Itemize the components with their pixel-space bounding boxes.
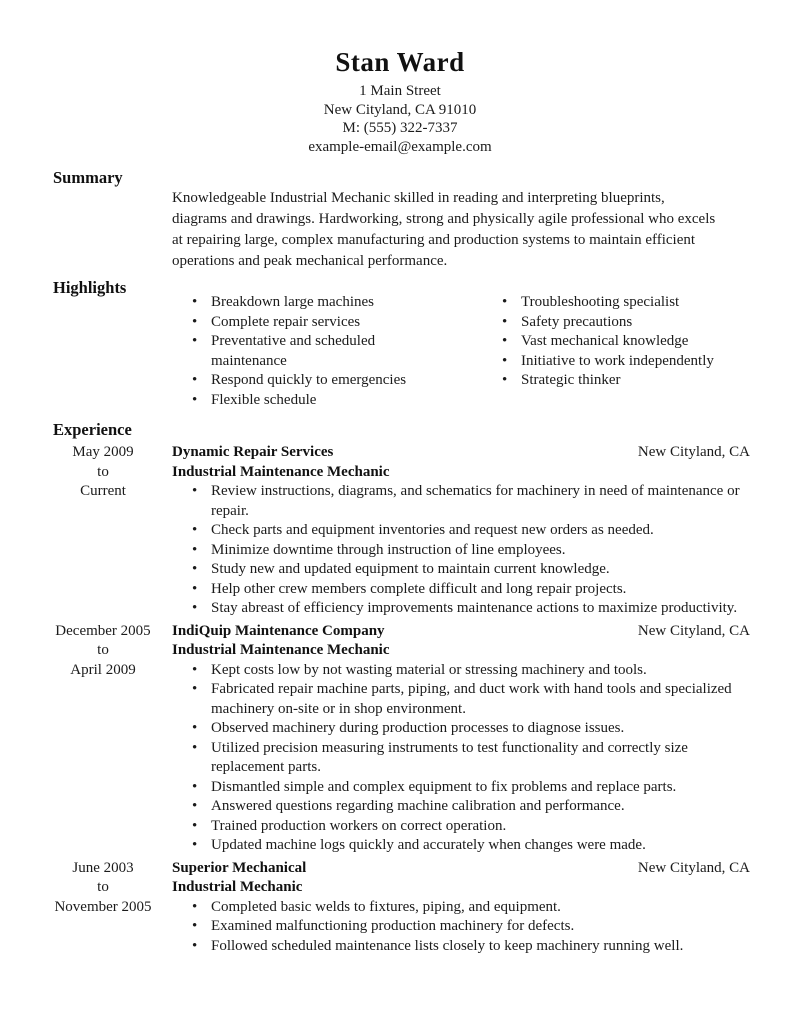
job-date-separator: to: [97, 463, 109, 480]
job-title: Industrial Maintenance Mechanic: [172, 463, 390, 480]
highlights-column-2: [482, 293, 750, 410]
job-title: Industrial Maintenance Mechanic: [172, 642, 390, 658]
job-date-separator: to: [97, 879, 109, 895]
job-location: New Cityland, CA: [637, 859, 750, 876]
job-entry-3: [0, 859, 800, 957]
job-bullet-list: [172, 898, 750, 957]
highlight-item: • Respond quickly to emergencies: [172, 371, 482, 391]
job-bullet-item: • Study new and updated equipment to maintain current knowledge.: [172, 560, 750, 580]
highlight-item: • Safety precautions: [482, 313, 750, 333]
job-location: New Cityland, CA: [637, 622, 750, 639]
job-bullet-item: • Check parts and equipment inventories and request new orders as needed.: [172, 521, 750, 541]
resume-header: [0, 46, 800, 156]
job-bullet-item: • Review instructions, diagrams, and schematics for machinery in need of maintenance or repair.: [172, 482, 750, 521]
highlight-item: • Flexible schedule: [172, 391, 482, 411]
highlights-heading: Highlights: [53, 278, 127, 297]
address-line-1: 1 Main Street: [359, 83, 441, 99]
job-bullet-item: • Help other crew members complete difficult and long repair projects.: [172, 580, 750, 600]
job-bullet-item: • Kept costs low by not wasting material or stressing machinery and tools.: [172, 661, 750, 681]
job-location: New Cityland, CA: [637, 444, 750, 460]
job-dates: [0, 622, 172, 856]
job-company: IndiQuip Maintenance Company: [172, 622, 385, 639]
job-date-separator: to: [97, 642, 109, 658]
job-bullet-item: • Examined malfunctioning production machinery for defects.: [172, 917, 750, 937]
job-date-start: May 2009: [72, 444, 134, 460]
highlight-item: • Complete repair services: [172, 313, 482, 333]
highlights-column-1: [172, 293, 482, 410]
highlights-columns: [172, 278, 750, 410]
job-bullet-item: • Updated machine logs quickly and accurately when changes were made.: [172, 836, 750, 856]
job-date-start: December 2005: [55, 622, 151, 639]
highlight-item: • Vast mechanical knowledge: [482, 332, 750, 352]
job-list: [0, 443, 800, 956]
highlight-item: • Initiative to work independently: [482, 352, 750, 372]
job-bullet-item: • Trained production workers on correct operation.: [172, 817, 750, 837]
experience-heading: Experience: [53, 420, 132, 439]
job-bullet-item: • Stay abreast of efficiency improvements maintenance actions to maximize productivity.: [172, 599, 750, 619]
job-date-end: November 2005: [54, 898, 152, 915]
job-date-end: Current: [80, 483, 126, 499]
highlight-item: • Troubleshooting specialist: [482, 293, 750, 313]
job-entry-2: [0, 622, 800, 856]
job-dates: [0, 443, 172, 619]
highlight-item: • Strategic thinker: [482, 371, 750, 391]
job-company: Superior Mechanical: [172, 859, 307, 876]
job-dates: [0, 859, 172, 957]
address-line-2: New Cityland, CA 91010: [323, 101, 477, 118]
summary-text: Knowledgeable Industrial Mechanic skilled in reading and interpreting blueprints, diagrams and drawings. Hardworking, strong and physically agile professional who excels at repairing large, complex manufacturing and production systems to maintain efficient operations and peak mechanical performance.: [172, 190, 716, 269]
job-bullet-item: • Completed basic welds to fixtures, piping, and equipment.: [172, 898, 750, 918]
job-bullet-item: • Fabricated repair machine parts, piping, and duct work with hand tools and specialized machinery on-site or in shop environment.: [172, 680, 750, 719]
summary-heading: Summary: [53, 168, 123, 187]
job-bullet-list: [172, 482, 750, 619]
job-bullet-item: • Dismantled simple and complex equipment to fix problems and replace parts.: [172, 778, 750, 798]
email-address: example-email@example.com: [308, 138, 492, 155]
highlight-item: • Preventative and scheduled maintenance: [172, 332, 482, 371]
phone-number: M: (555) 322-7337: [342, 120, 458, 136]
job-date-end: April 2009: [70, 661, 136, 678]
job-bullet-item: • Followed scheduled maintenance lists closely to keep machinery running well.: [172, 937, 750, 957]
job-bullet-item: • Observed machinery during production processes to diagnose issues.: [172, 719, 750, 739]
highlight-item: • Breakdown large machines: [172, 293, 482, 313]
summary-section: [0, 168, 800, 272]
job-bullet-item: • Answered questions regarding machine calibration and performance.: [172, 797, 750, 817]
job-bullet-item: • Minimize downtime through instruction of line employees.: [172, 541, 750, 561]
job-bullet-item: • Utilized precision measuring instruments to test functionality and correctly size replacement parts.: [172, 739, 750, 778]
job-entry-1: [0, 443, 800, 619]
highlights-section: [0, 278, 800, 410]
job-title: Industrial Mechanic: [172, 879, 303, 895]
contact-block: [0, 82, 800, 156]
job-date-start: June 2003: [72, 859, 134, 876]
job-bullet-list: [172, 661, 750, 856]
person-name: Stan Ward: [335, 47, 465, 77]
experience-section: [0, 420, 800, 956]
job-company: Dynamic Repair Services: [172, 444, 334, 460]
